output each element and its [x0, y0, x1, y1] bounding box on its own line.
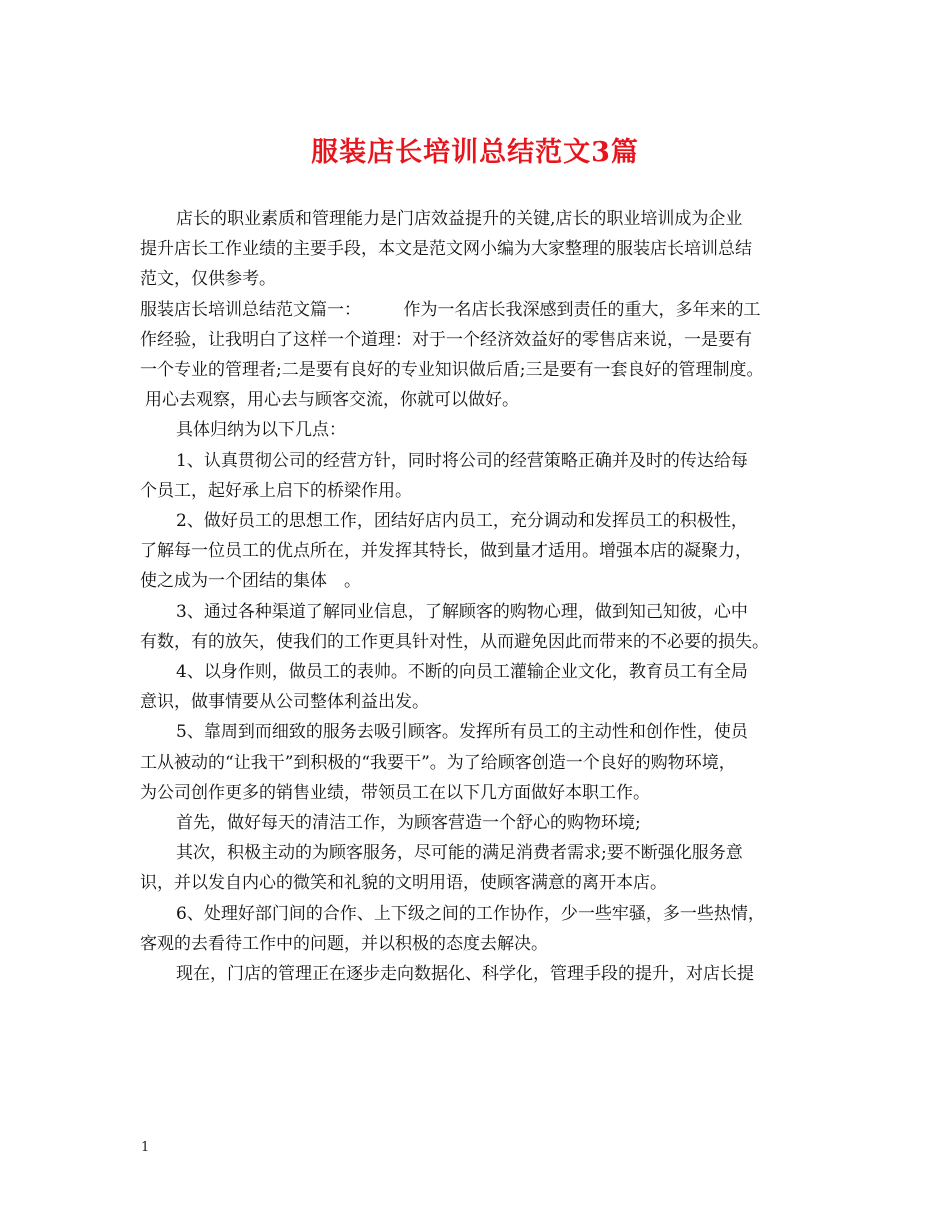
text-line: 客观的去看待工作中的问题，并以积极的态度去解决。 [140, 933, 548, 954]
text-line: 其次，积极主动的为顾客服务，尽可能的满足消费者需求;要不断强化服务意 [176, 843, 743, 864]
text-line: 个员工，起好承上启下的桥梁作用。 [140, 480, 412, 501]
text-line: 作经验，让我明白了这样一个道理：对于一个经济效益好的零售店来说，一是要有 [140, 329, 752, 350]
text-line: 2、做好员工的思想工作，团结好店内员工，充分调动和发挥员工的积极性， [176, 511, 748, 532]
text-line: 了解每一位员工的优点所在，并发挥其特长，做到量才适用。增强本店的凝聚力， [140, 541, 752, 562]
text-line: 工从被动的“让我干”到积极的“我要干”。为了给顾客创造一个良好的购物环境， [140, 752, 736, 773]
text-line: 提升店长工作业绩的主要手段，本文是范文网小编为大家整理的服装店长培训总结 [140, 239, 752, 260]
text-line: 首先，做好每天的清洁工作，为顾客营造一个舒心的购物环境; [176, 813, 641, 834]
text-line: 具体归纳为以下几点： [176, 420, 346, 441]
text-line: 3、通过各种渠道了解同业信息，了解顾客的购物心理，做到知己知彼，心中 [176, 601, 748, 622]
document-body [140, 204, 824, 989]
text-line: 4、以身作则，做员工的表帅。不断的向员工灌输企业文化，教育员工有全局 [176, 662, 748, 683]
text-line: 识，并以发自内心的微笑和礼貌的文明用语，使顾客满意的离开本店。 [140, 873, 667, 894]
text-line: 服装店长培训总结范文篇一： 作为一名店长我深感到责任的重大，多年来的工 [140, 299, 761, 320]
text-line: 6、处理好部门间的合作、上下级之间的工作协作，少一些牢骚，多一些热情， [176, 903, 765, 924]
document-title: 服装店长培训总结范文3篇 [311, 137, 639, 168]
text-line: 5、靠周到而细致的服务去吸引顾客。发挥所有员工的主动性和创作性，使员 [176, 722, 748, 743]
text-line: 有数，有的放矢，使我们的工作更具针对性，从而避免因此而带来的不必要的损失。 [140, 631, 769, 652]
text-line: 为公司创作更多的销售业绩，带领员工在以下几方面做好本职工作。 [140, 782, 650, 803]
page-number: 1 [141, 1140, 150, 1155]
text-line: 用心去观察，用心去与顾客交流，你就可以做好。 [145, 390, 519, 411]
text-line: 1、认真贯彻公司的经营方针，同时将公司的经营策略正确并及时的传达给每 [176, 450, 748, 471]
text-line: 一个专业的管理者;二是要有良好的专业知识做后盾;三是要有一套良好的管理制度。 [140, 360, 764, 381]
text-line: 现在，门店的管理正在逐步走向数据化、科学化，管理手段的提升，对店长提 [176, 964, 754, 985]
text-line: 使之成为一个团结的集体 。 [140, 571, 361, 592]
text-line: 意识，做事情要从公司整体利益出发。 [140, 692, 429, 713]
text-line: 店长的职业素质和管理能力是门店效益提升的关键,店长的职业培训成为企业 [176, 209, 743, 229]
text-line: 范文，仅供参考。 [140, 269, 276, 290]
